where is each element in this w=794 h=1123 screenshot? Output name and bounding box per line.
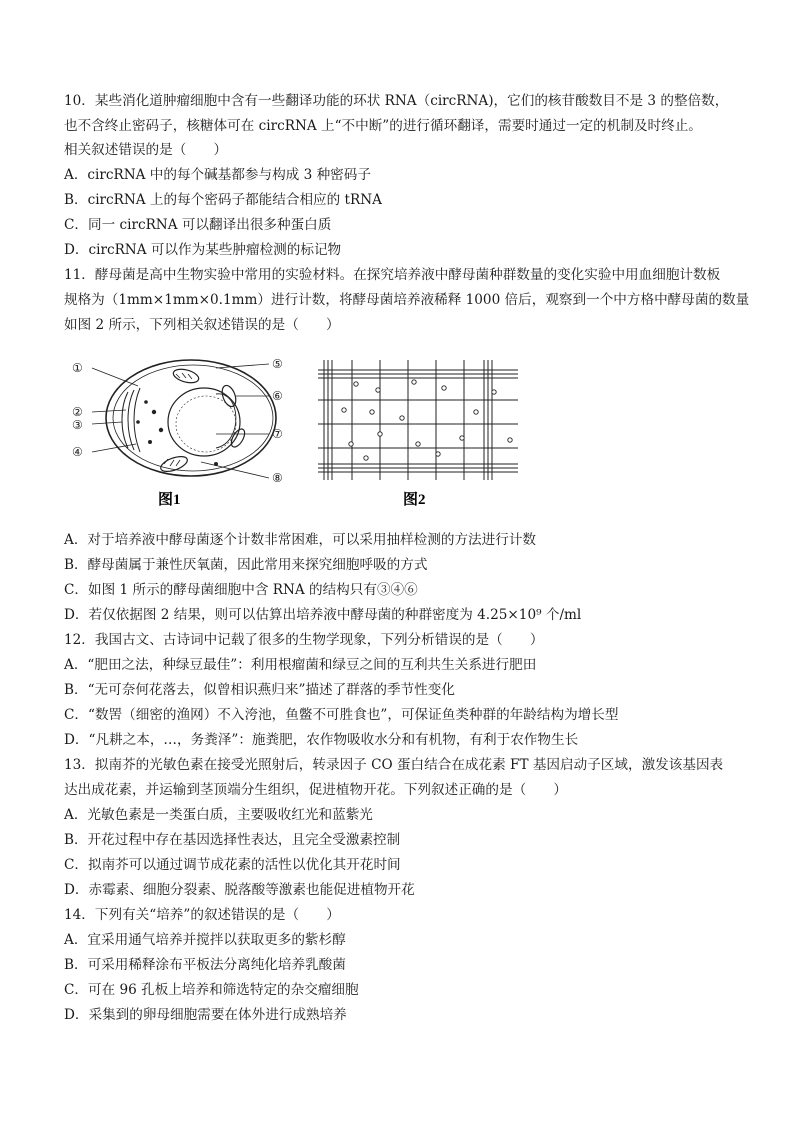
q10-option-c: C．同一 circRNA 可以翻译出很多种蛋白质 (64, 217, 332, 233)
q10-stem-line-2: 也不含终止密码子，核糖体可在 circRNA 上“不中断”的进行循环翻译，需要时通过一定的机制及时终止。 (64, 118, 702, 134)
fig2-counting-grid (318, 360, 518, 480)
q13-option-d: D．赤霉素、细胞分裂素、脱落酸等激素也能促进植物开花 (64, 882, 415, 898)
fig1-yeast-cell (92, 360, 276, 478)
fig2-label: 图2 (403, 492, 426, 508)
q12-option-d: D．“凡耕之本，…，务粪泽”：施粪肥，农作物吸收水分和有机物，有利于农作物生长 (64, 732, 579, 748)
q13-stem-line-1: 13．拟南芥的光敏色素在接受光照射后，转录因子 CO 蛋白结合在成花素 FT 基因启动子区域，激发该基因表 (64, 757, 724, 773)
fig1-marker-8: ⑧ (272, 471, 283, 485)
q14-option-d: D．采集到的卵母细胞需要在体外进行成熟培养 (64, 1007, 347, 1023)
q12-option-b: B．“无可奈何花落去，似曾相识燕归来”描述了群落的季节性变化 (64, 682, 455, 698)
q14-stem: 14．下列有关“培养”的叙述错误的是（ ） (64, 907, 340, 923)
q11-option-c: C．如图 1 所示的酵母菌细胞中含 RNA 的结构只有③④⑥ (64, 582, 418, 598)
q14-option-b: B．可采用稀释涂布平板法分离纯化培养乳酸菌 (64, 957, 346, 973)
q13-option-b: B．开花过程中存在基因选择性表达，且完全受激素控制 (64, 832, 401, 848)
fig1-marker-4: ④ (72, 445, 83, 459)
q10-option-d: D．circRNA 可以作为某些肿瘤检测的标记物 (64, 242, 342, 258)
q11-stem-line-1: 11．酵母菌是高中生物实验中常用的实验材料。在探究培养液中酵母菌种群数量的变化实验中用血细胞计数板 (64, 267, 721, 283)
q10-option-b: B．circRNA 上的每个密码子都能结合相应的 tRNA (64, 192, 382, 208)
q14-option-c: C．可在 96 孔板上培养和筛选特定的杂交瘤细胞 (64, 982, 359, 998)
q14-option-a: A．宜采用通气培养并搅拌以获取更多的紫杉醇 (64, 932, 346, 948)
q11-option-a: A．对于培养液中酵母菌逐个计数非常困难，可以采用抽样检测的方法进行计数 (64, 532, 537, 548)
fig1-marker-6: ⑥ (272, 389, 283, 403)
q11-option-b: B．酵母菌属于兼性厌氧菌，因此常用来探究细胞呼吸的方式 (64, 557, 428, 573)
q10-stem-line-1: 10．某些消化道肿瘤细胞中含有一些翻译功能的环状 RNA（circRNA)，它们的核苷酸数目不是 3 的整倍数， (64, 93, 729, 109)
fig1-marker-7: ⑦ (272, 427, 283, 441)
q12-option-a: A．“肥田之法，种绿豆最佳”：利用根瘤菌和绿豆之间的互利共生关系进行肥田 (64, 657, 537, 673)
q11-option-d: D．若仅依据图 2 结果，则可以估算出培养液中酵母菌的种群密度为 4.25×10⁹ 个/ml (64, 607, 582, 623)
fig1-marker-3: ③ (72, 418, 83, 432)
q11-stem-line-3: 如图 2 所示，下列相关叙述错误的是（ ） (64, 317, 340, 333)
q10-stem-line-3: 相关叙述错误的是（ ） (64, 142, 228, 158)
q12-stem: 12．我国古文、古诗词中记载了很多的生物学现象，下列分析错误的是（ ） (64, 632, 544, 648)
fig1-marker-2: ② (72, 405, 83, 419)
fig1-label: 图1 (158, 492, 181, 508)
q10-option-a: A．circRNA 中的每个碱基都参与构成 3 种密码子 (64, 167, 371, 183)
q13-stem-line-2: 达出成花素，并运输到茎顶端分生组织，促进植物开花。下列叙述正确的是（ ） (64, 782, 567, 798)
q13-option-c: C．拟南芥可以通过调节成花素的活性以优化其开花时间 (64, 857, 401, 873)
q11-stem-line-2: 规格为（1mm×1mm×0.1mm）进行计数，将酵母菌培养液稀释 1000 倍后，观察到一个中方格中酵母菌的数量 (64, 292, 750, 308)
q12-option-c: C．“数罟（细密的渔网）不入洿池，鱼鳖不可胜食也”，可保证鱼类种群的年龄结构为增长型 (64, 707, 619, 723)
q11-figure (66, 352, 536, 512)
q13-option-a: A．光敏色素是一类蛋白质，主要吸收红光和蓝紫光 (64, 807, 373, 823)
fig1-marker-5: ⑤ (272, 357, 283, 371)
fig1-marker-1: ① (72, 361, 83, 375)
